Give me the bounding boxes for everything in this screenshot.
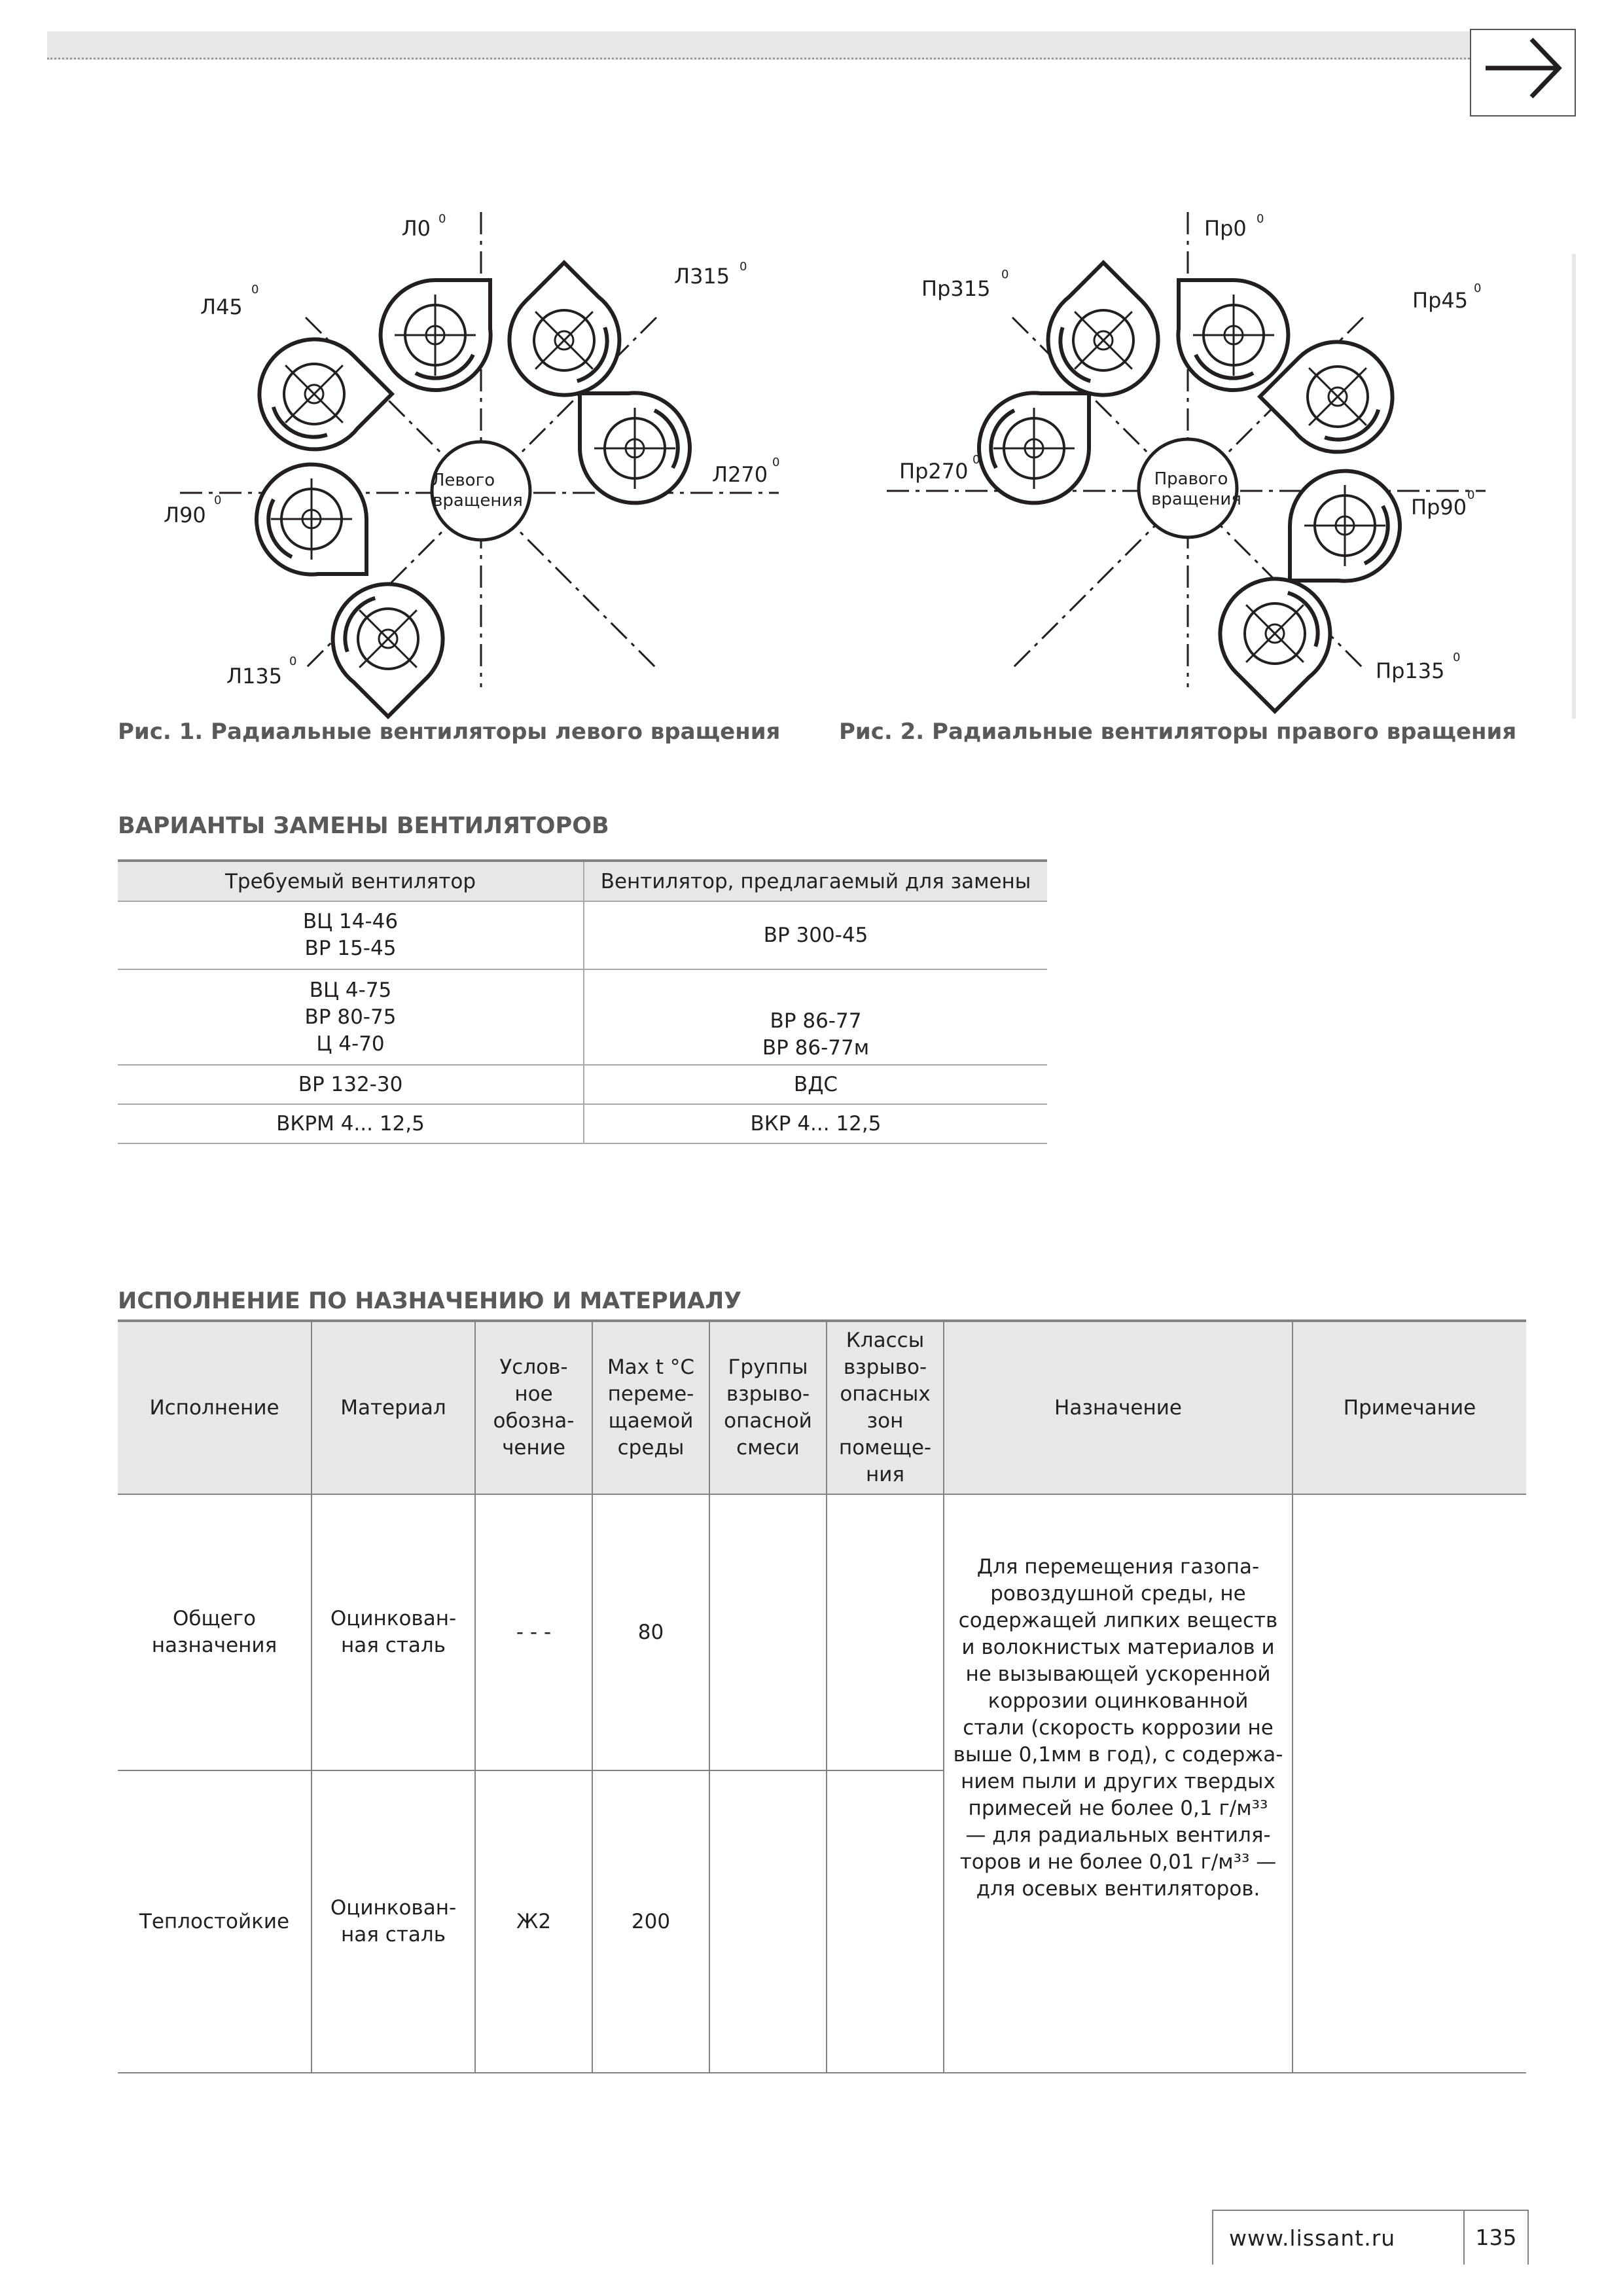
fan-90 [1290, 471, 1400, 581]
deg-pr135: 0 [1453, 651, 1461, 664]
table-row [118, 1065, 1047, 1104]
deg-pr315: 0 [1001, 268, 1009, 281]
label-pr270: Пр270 [899, 459, 969, 484]
deg-l45: 0 [251, 283, 259, 296]
col-material: Материал [312, 1321, 475, 1494]
fig1-center-line1: Левого [431, 471, 495, 490]
table-row [118, 969, 1047, 1065]
max-temp-cell: 200 [592, 1770, 709, 2073]
label-pr45: Пр45 [1412, 288, 1469, 313]
table-row [118, 901, 1047, 969]
fig2-center-line2: вращения [1151, 490, 1241, 509]
classes-cell [827, 1770, 944, 2073]
site-link[interactable]: www.lissant.ru [1229, 2225, 1396, 2251]
label-l135: Л135 [226, 664, 283, 689]
required-cell: ВКРМ 4... 12,5 [118, 1104, 584, 1143]
fig1-caption: Рис. 1. Радиальные вентиляторы левого вращения [118, 719, 781, 745]
replacement-section-title: ВАРИАНТЫ ЗАМЕНЫ ВЕНТИЛЯТОРОВ [118, 813, 609, 839]
header-bar [47, 31, 1572, 60]
footer [1212, 2210, 1529, 2265]
label-l0: Л0 [401, 216, 431, 241]
offered-cell: ВР 86-77 ВР 86-77м [584, 969, 1047, 1065]
table-row [118, 1104, 1047, 1143]
fig2-caption: Рис. 2. Радиальные вентиляторы правого вращения [839, 719, 1517, 745]
col-offered: Вентилятор, предлагаемый для замены [584, 861, 1047, 901]
fan-90 [257, 465, 366, 575]
label-pr90: Пр90 [1411, 495, 1467, 520]
required-cell: ВЦ 14-46 ВР 15-45 [118, 901, 584, 969]
fig1-left-rotation-fans [118, 183, 870, 720]
fan-0 [1178, 280, 1288, 390]
deg-pr90: 0 [1467, 488, 1475, 502]
next-page-button[interactable] [1470, 29, 1576, 117]
fan-135 [310, 562, 466, 717]
fig2-right-rotation-fans [825, 183, 1577, 720]
col-required: Требуемый вентилятор [118, 861, 584, 901]
label-pr135: Пр135 [1376, 658, 1445, 683]
fan-0 [381, 280, 491, 390]
designation-cell: Ж2 [475, 1770, 592, 2073]
col-designation: Услов- ное обозна- чение [475, 1321, 592, 1494]
max-temp-cell: 80 [592, 1494, 709, 1770]
deg-l135: 0 [289, 655, 297, 668]
fan-45 [237, 317, 393, 473]
deg-pr45: 0 [1474, 281, 1482, 295]
required-cell: ВЦ 4-75 ВР 80-75 Ц 4-70 [118, 969, 584, 1065]
replacement-table [118, 859, 1047, 1144]
offered-cell: ВКР 4... 12,5 [584, 1104, 1047, 1143]
col-purpose: Назначение [944, 1321, 1293, 1494]
fan-270 [979, 393, 1089, 503]
label-l90: Л90 [164, 503, 206, 528]
col-classes: Классы взрыво- опасных зон помеще- ния [827, 1321, 944, 1494]
execution-section-title: ИСПОЛНЕНИЕ ПО НАЗНАЧЕНИЮ И МАТЕРИАЛУ [118, 1288, 742, 1314]
label-l45: Л45 [200, 295, 243, 319]
offered-cell: ВДС [584, 1065, 1047, 1104]
arrow-right-icon [1471, 30, 1575, 115]
deg-l315: 0 [740, 260, 747, 274]
material-cell: Оцинкован- ная сталь [312, 1770, 475, 2073]
purpose-cell: Для перемещения газопа- ровоздушной среды, не содержащей липких веществ и волокнистых материалов и не вызывающей ускоренной коррозии оцинкованной стали (скорость коррозии не выше 0,1мм в год), с содержа- нием пыли и других твердых примесей не более 0,1 г/м³³ — для радиальных вентиля- торов и не более 0,01 г/м³³ — для осевых вентиляторов. [944, 1494, 1293, 2073]
deg-pr0: 0 [1257, 212, 1264, 226]
label-pr315: Пр315 [921, 276, 991, 301]
fan-270 [580, 393, 690, 503]
groups-cell [709, 1494, 827, 1770]
classes-cell [827, 1494, 944, 1770]
execution-cell: Теплостойкие [118, 1770, 312, 2073]
deg-l0: 0 [438, 212, 446, 226]
table-row [118, 1494, 1526, 1770]
note-cell [1293, 1494, 1526, 2073]
fig2-center-line1: Правого [1154, 469, 1228, 489]
col-max-temp: Max t °С переме- щаемой среды [592, 1321, 709, 1494]
col-execution: Исполнение [118, 1321, 312, 1494]
offered-cell: ВР 300-45 [584, 901, 1047, 969]
deg-pr270: 0 [972, 453, 980, 467]
material-cell: Оцинкован- ная сталь [312, 1494, 475, 1770]
label-l270: Л270 [712, 462, 768, 487]
fig1-center-line2: вращения [433, 491, 523, 511]
deg-l270: 0 [772, 456, 780, 469]
label-l315: Л315 [674, 264, 730, 289]
execution-cell: Общего назначения [151, 1607, 277, 1657]
col-groups: Группы взрыво- опасной смеси [709, 1321, 827, 1494]
deg-l90: 0 [214, 493, 222, 507]
groups-cell [709, 1770, 827, 2073]
designation-cell: - - - [475, 1494, 592, 1770]
col-note: Примечание [1293, 1321, 1526, 1494]
page-number: 135 [1463, 2211, 1527, 2265]
required-cell: ВР 132-30 [118, 1065, 584, 1104]
label-pr0: Пр0 [1204, 216, 1247, 241]
execution-table [118, 1319, 1526, 2073]
